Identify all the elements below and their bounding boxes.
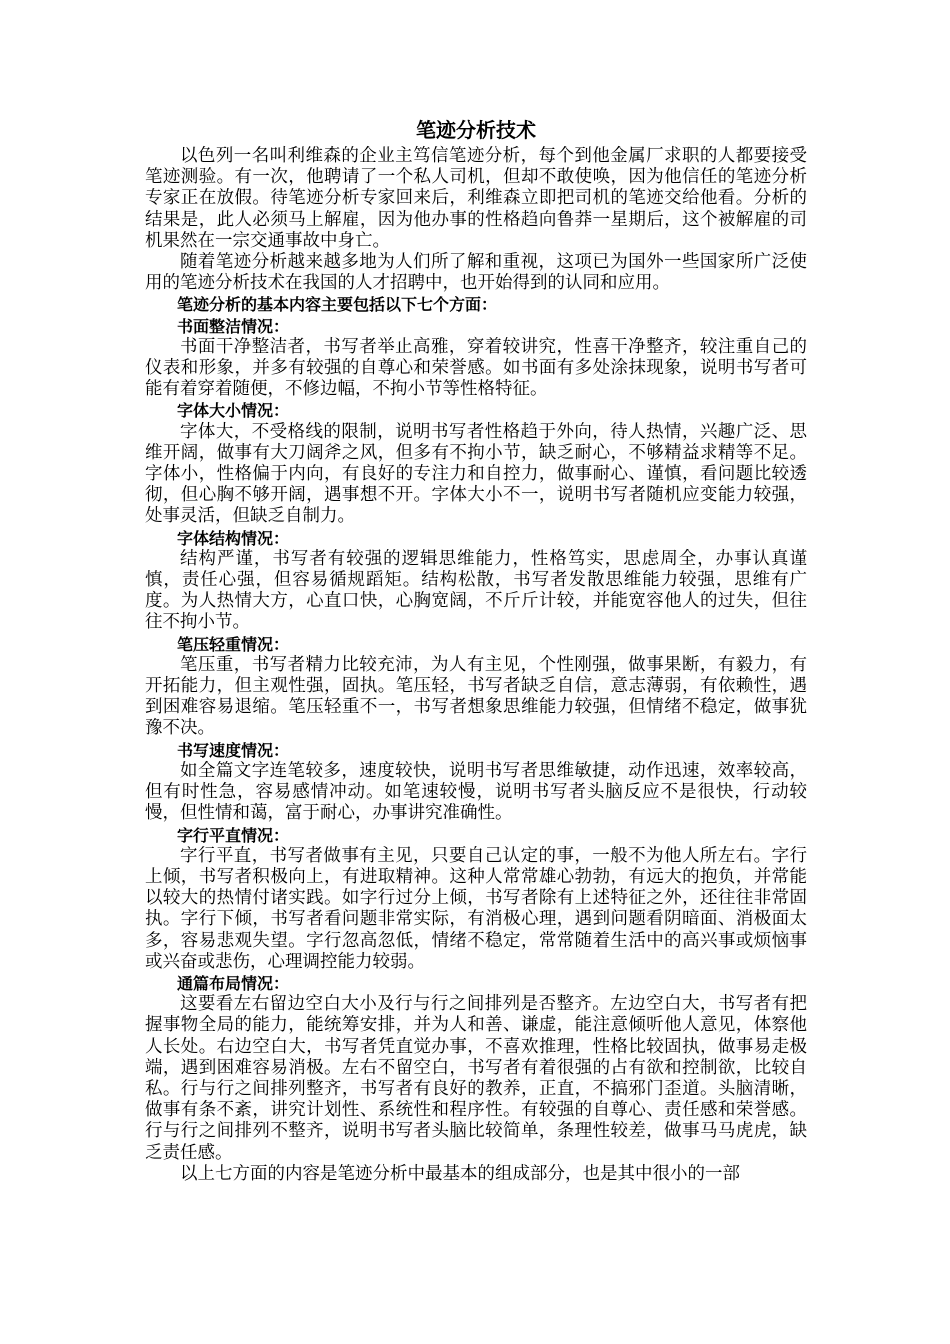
section-heading-pressure: 笔压轻重情况：	[177, 634, 290, 654]
section-body-line-straightness: 字行平直，书写者做事有主见，只要自己认定的事，一般不为他人所左右。字行上倾，书写者积极向上，有进取精神。这种人常常雄心勃勃，有远大的抱负，并常能以较大的热情付诸实践。如字行过分上倾，书写者除有上述特征之外，还往往非常固执。字行下倾，书写者看问题非常实际，有消极心理，遇到问题看阴暗面、消极面太多，容易悲观失望。字行忽高忽低，情绪不稳定，常常随着生活中的高兴事或烦恼事或兴奋或悲伤，心理调控能力较弱。	[145, 845, 807, 972]
section-body-layout: 这要看左右留边空白大小及行与行之间排列是否整齐。左边空白大，书写者有把握事物全局的能力，能统筹安排，并为人和善、谦虚，能注意倾听他人意见，体察他人长处。右边空白大，书写者凭直觉办事，不喜欢推理，性格比较固执，做事易走极端，遇到困难容易消极。左右不留空白，书写者有着很强的占有欲和控制欲，比较自私。行与行之间排列整齐，书写者有良好的教养，正直，不搞邪门歪道。头脑清晰，做事有条不紊，讲究计划性、系统性和程序性。有较强的自尊心、责任感和荣誉感。行与行之间排列不整齐，说明书写者头脑比较简单，条理性较差，做事马马虎虎，缺乏责任感。	[145, 994, 807, 1163]
section-heading-speed: 书写速度情况：	[177, 740, 290, 760]
document-page	[145, 116, 807, 1185]
section-heading-line-straightness: 字行平直情况：	[177, 825, 290, 845]
section-heading-layout: 通篇布局情况：	[177, 973, 290, 993]
document-title: 笔迹分析技术	[416, 118, 536, 142]
section-body-speed: 如全篇文字连笔较多，速度较快，说明书写者思维敏捷，动作迅速，效率较高，但有时性急，容易感情冲动。如笔速较慢，说明书写者头脑反应不是很快，行动较慢，但性情和蔼，富于耐心，办事讲究准确性。	[145, 760, 807, 824]
closing-paragraph: 以上七方面的内容是笔迹分析中最基本的组成部分，也是其中很小的一部	[180, 1163, 740, 1184]
lead-heading: 笔迹分析的基本内容主要包括以下七个方面：	[177, 295, 498, 315]
section-heading-structure: 字体结构情况：	[177, 528, 290, 548]
section-body-neatness: 书面干净整洁者，书写者举止高雅，穿着较讲究，性喜干净整齐，较注重自己的仪表和形象，并多有较强的自尊心和荣誉感。如书面有多处涂抹现象，说明书写者可能有着穿着随便，不修边幅，不拘小节等性格特征。	[145, 336, 807, 400]
section-heading-neatness: 书面整洁情况：	[177, 316, 290, 336]
intro-paragraph-2: 随着笔迹分析越来越多地为人们所了解和重视，这项已为国外一些国家所广泛使用的笔迹分析技术在我国的人才招聘中，也开始得到的认同和应用。	[145, 252, 807, 294]
section-body-pressure: 笔压重，书写者精力比较充沛，为人有主见，个性刚强，做事果断，有毅力，有开拓能力，但主观性强，固执。笔压轻，书写者缺乏自信，意志薄弱，有依赖性，遇到困难容易退缩。笔压轻重不一，书写者想象思维能力较强，但情绪不稳定，做事犹豫不决。	[145, 654, 807, 739]
intro-paragraph-1: 以色列一名叫利维森的企业主笃信笔迹分析，每个到他金属厂求职的人都要接受笔迹测验。有一次，他聘请了一个私人司机，但却不敢使唤，因为他信任的笔迹分析专家正在放假。待笔迹分析专家回来后，利维森立即把司机的笔迹交给他看。分析的结果是，此人必须马上解雇，因为他办事的性格趋向鲁莽一星期后，这个被解雇的司机果然在一宗交通事故中身亡。	[145, 146, 807, 251]
section-heading-font-size: 字体大小情况：	[177, 401, 290, 421]
section-body-structure: 结构严谨，书写者有较强的逻辑思维能力，性格笃实，思虑周全，办事认真谨慎，责任心强，但容易循规蹈矩。结构松散，书写者发散思维能力较强，思维有广度。为人热情大方，心直口快，心胸宽阔，不斤斤计较，并能宽容他人的过失，但往往不拘小节。	[145, 548, 807, 633]
section-body-font-size: 字体大，不受格线的限制，说明书写者性格趋于外向，待人热情，兴趣广泛、思维开阔，做事有大刀阔斧之风，但多有不拘小节，缺乏耐心，不够精益求精等不足。字体小，性格偏于内向，有良好的专注力和自控力，做事耐心、谨慎，看问题比较透彻，但心胸不够开阔，遇事想不开。字体大小不一，说明书写者随机应变能力较强，处事灵活，但缺乏自制力。	[145, 421, 807, 527]
